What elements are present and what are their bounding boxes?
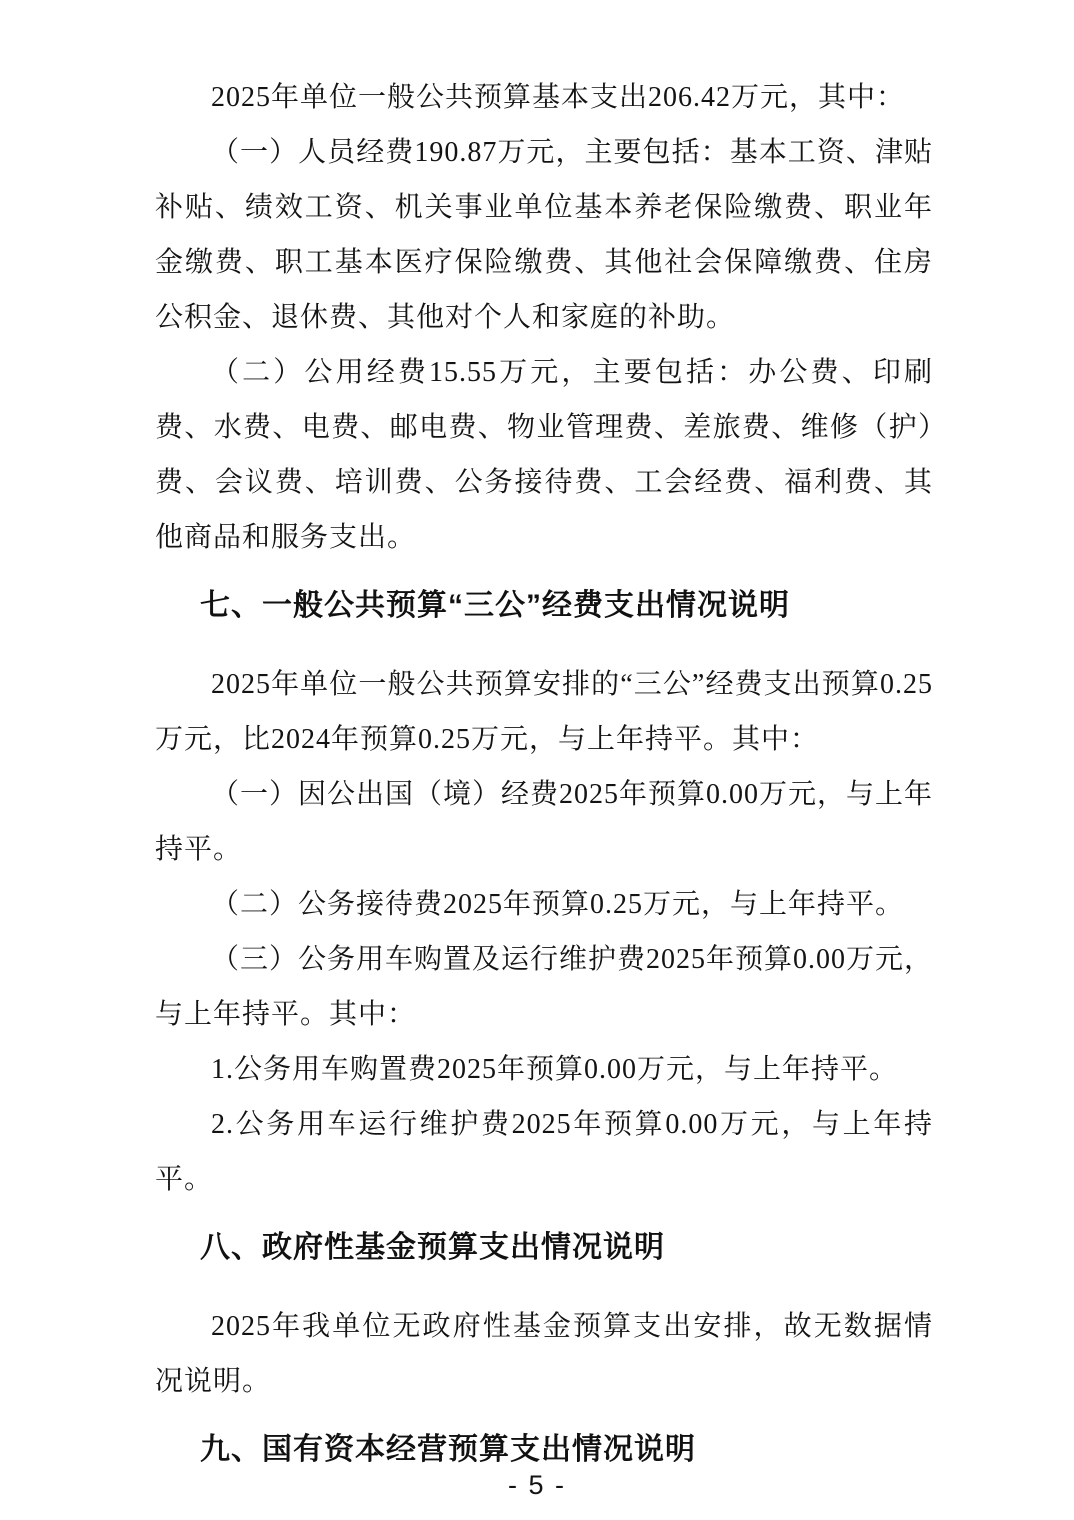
para-vehicle-operation-budget: 2.公务用车运行维护费2025年预算0.00万元，与上年持平。	[155, 1109, 933, 1195]
para-basic-expenditure-total: 2025年单位一般公共预算基本支出206.42万元，其中：	[211, 82, 906, 113]
para-vehicle-purchase-budget: 1.公务用车购置费2025年预算0.00万元，与上年持平。	[211, 1054, 899, 1085]
para-public-funds: （二）公用经费15.55万元，主要包括：办公费、印刷费、水费、电费、邮电费、物业管理费、差旅费、维修（护）费、会议费、培训费、公务接待费、工会经费、福利费、其他商品和服务支出。	[155, 357, 933, 553]
heading-section-8-govt-fund-budget: 八、政府性基金预算支出情况说明	[200, 1231, 665, 1264]
para-three-public-total: 2025年单位一般公共预算安排的“三公”经费支出预算0.25万元，比2024年预算0.25万元，与上年持平。其中：	[155, 669, 933, 755]
para-overseas-trips-budget: （一）因公出国（境）经费2025年预算0.00万元，与上年持平。	[155, 779, 934, 865]
heading-section-7-three-public-expenses: 七、一般公共预算“三公”经费支出情况说明	[200, 589, 790, 622]
para-personnel-funds: （一）人员经费190.87万元，主要包括：基本工资、津贴补贴、绩效工资、机关事业单位基本养老保险缴费、职业年金缴费、职工基本医疗保险缴费、其他社会保障缴费、住房公积金、退休费、其他对个人和家庭的补助。	[155, 137, 933, 333]
page-number: - 5 -	[507, 1470, 566, 1500]
document-body	[155, 70, 933, 1501]
para-govt-fund-budget-note: 2025年我单位无政府性基金预算支出安排，故无数据情况说明。	[155, 1311, 933, 1397]
para-official-reception-budget: （二）公务接待费2025年预算0.25万元，与上年持平。	[211, 889, 905, 920]
heading-section-9-state-capital-budget: 九、国有资本经营预算支出情况说明	[200, 1433, 696, 1466]
para-official-vehicles-budget: （三）公务用车购置及运行维护费2025年预算0.00万元，与上年持平。其中：	[155, 944, 934, 1030]
